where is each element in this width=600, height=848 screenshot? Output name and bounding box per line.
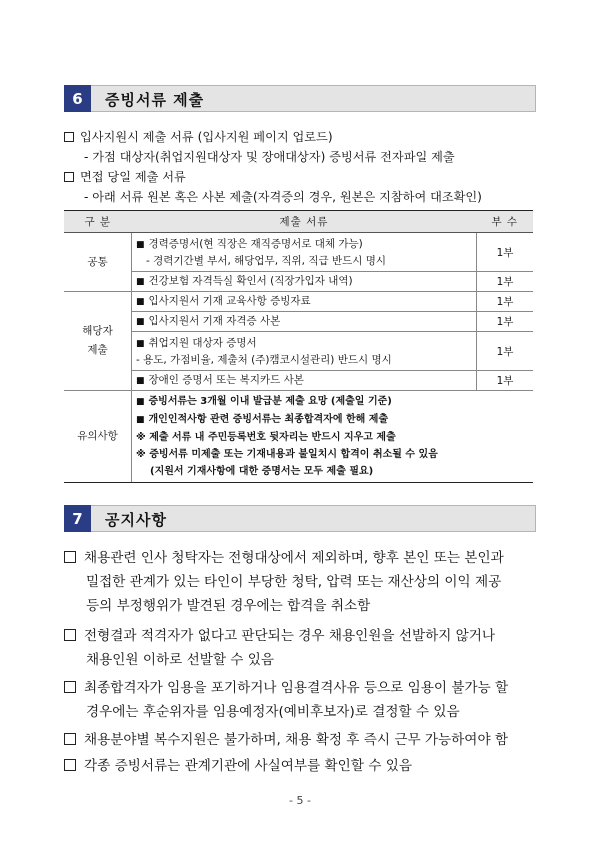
document-cell: ■ 건강보험 자격득실 확인서 (직장가입자 내역) bbox=[132, 272, 477, 292]
square-bullet-icon: ■ bbox=[136, 239, 145, 250]
square-bullet-icon: ■ bbox=[136, 338, 145, 349]
table-row bbox=[64, 312, 533, 332]
count-cell: 1부 bbox=[477, 233, 534, 272]
category-notes: 유의사항 bbox=[64, 391, 132, 483]
subitem-original-copy: - 아래 서류 원본 혹은 사본 제출(자격증의 경우, 원본은 지참하여 대조확인) bbox=[84, 190, 482, 204]
page-number: - 5 - bbox=[289, 794, 311, 807]
count-cell: 1부 bbox=[477, 332, 534, 371]
checkbox-square-icon bbox=[64, 681, 76, 693]
square-bullet-icon: ■ bbox=[136, 376, 145, 386]
table-row bbox=[64, 292, 533, 312]
category-applicable: 해당자 제출 bbox=[64, 292, 132, 391]
category-common: 공통 bbox=[64, 233, 132, 292]
item-interview-documents: 면접 당일 제출 서류 bbox=[64, 168, 186, 185]
checkbox-square-icon bbox=[64, 551, 76, 563]
square-bullet-icon: ■ bbox=[136, 397, 145, 407]
section-title: 공지사항 bbox=[105, 511, 167, 529]
count-cell: 1부 bbox=[477, 272, 534, 292]
document-cell: ■ 장애인 증명서 또는 복지카드 사본 bbox=[132, 371, 477, 391]
count-cell: 1부 bbox=[477, 292, 534, 312]
square-bullet-icon: ■ bbox=[136, 297, 145, 307]
notice-item: 최종합격자가 임용을 포기하거나 임용결격사유 등으로 임용이 불가능 할 bbox=[64, 676, 508, 696]
square-bullet-icon: ■ bbox=[136, 277, 145, 287]
checkbox-square-icon bbox=[64, 629, 76, 641]
header-count: 부 수 bbox=[477, 211, 534, 233]
document-cell: ■ 입사지원서 기재 자격증 사본 bbox=[132, 312, 477, 332]
notice-item: 전형결과 적격자가 없다고 판단되는 경우 채용인원을 선발하지 않거나 bbox=[64, 624, 495, 644]
table-row bbox=[64, 391, 533, 483]
section-title: 증빙서류 제출 bbox=[105, 91, 205, 109]
notice-item-cont: 채용인원 이하로 선발할 수 있음 bbox=[86, 652, 274, 668]
count-cell: 1부 bbox=[477, 312, 534, 332]
section-number: 7 bbox=[64, 505, 91, 532]
notes-cell: ■ 증빙서류는 3개월 이내 발급분 제출 요망 (제출일 기준) ■ 개인인적사항 관련 증빙서류는 최종합격자에 한해 제출 ※ 제출 서류 내 주민등록번호 뒷자리는 반드시 지우고 제출 ※ 증빙서류 미제출 또는 기재내용과 불일치시 합격이 취소될 수 있음 (지원서 기재사항에 대한 증명서는 모두 제출 필요) bbox=[132, 391, 534, 483]
item-online-documents: 입사지원시 제출 서류 (입사지원 페이지 업로드) bbox=[64, 128, 333, 145]
table-header-row bbox=[64, 211, 533, 233]
section-6-header bbox=[64, 85, 536, 112]
checkbox-square-icon bbox=[64, 759, 76, 771]
notice-item: 채용분야별 복수지원은 불가하며, 채용 확정 후 즉시 근무 가능하여야 함 bbox=[64, 728, 508, 748]
document-cell: ■ 경력증명서(현 직장은 재직증명서로 대체 가능) - 경력기간별 부서, 해당업무, 직위, 직급 반드시 명시 bbox=[132, 233, 477, 272]
header-category: 구 분 bbox=[64, 211, 132, 233]
notice-item-cont: 등의 부정행위가 발견된 경우에는 합격을 취소함 bbox=[86, 598, 371, 614]
count-cell: 1부 bbox=[477, 371, 534, 391]
notice-item-cont: 경우에는 후순위자를 임용예정자(예비후보자)로 결정할 수 있음 bbox=[86, 704, 460, 720]
documents-table bbox=[64, 210, 533, 483]
notice-item-cont: 밀접한 관계가 있는 타인이 부당한 청탁, 압력 또는 재산상의 이익 제공 bbox=[86, 574, 502, 590]
document-cell: ■ 입사지원서 기재 교육사항 증빙자료 bbox=[132, 292, 477, 312]
section-7-header bbox=[64, 505, 536, 532]
square-bullet-icon: ■ bbox=[136, 415, 145, 425]
checkbox-square-icon bbox=[64, 132, 74, 142]
notice-item: 각종 증빙서류는 관계기관에 사실여부를 확인할 수 있음 bbox=[64, 754, 412, 774]
table-row bbox=[64, 272, 533, 292]
section-number: 6 bbox=[64, 85, 91, 112]
table-row bbox=[64, 371, 533, 391]
table-row bbox=[64, 233, 533, 272]
square-bullet-icon: ■ bbox=[136, 317, 145, 327]
checkbox-square-icon bbox=[64, 172, 74, 182]
document-cell: ■ 취업지원 대상자 증명서 - 용도, 가점비율, 제출처 (주)캠코시설관리) 반드시 명시 bbox=[132, 332, 477, 371]
table-row bbox=[64, 332, 533, 371]
subitem-bonus-documents: - 가점 대상자(취업지원대상자 및 장애대상자) 증빙서류 전자파일 제출 bbox=[84, 150, 455, 164]
header-documents: 제출 서류 bbox=[132, 211, 477, 233]
notice-item: 채용관련 인사 청탁자는 전형대상에서 제외하며, 향후 본인 또는 본인과 bbox=[64, 546, 504, 566]
checkbox-square-icon bbox=[64, 733, 76, 745]
